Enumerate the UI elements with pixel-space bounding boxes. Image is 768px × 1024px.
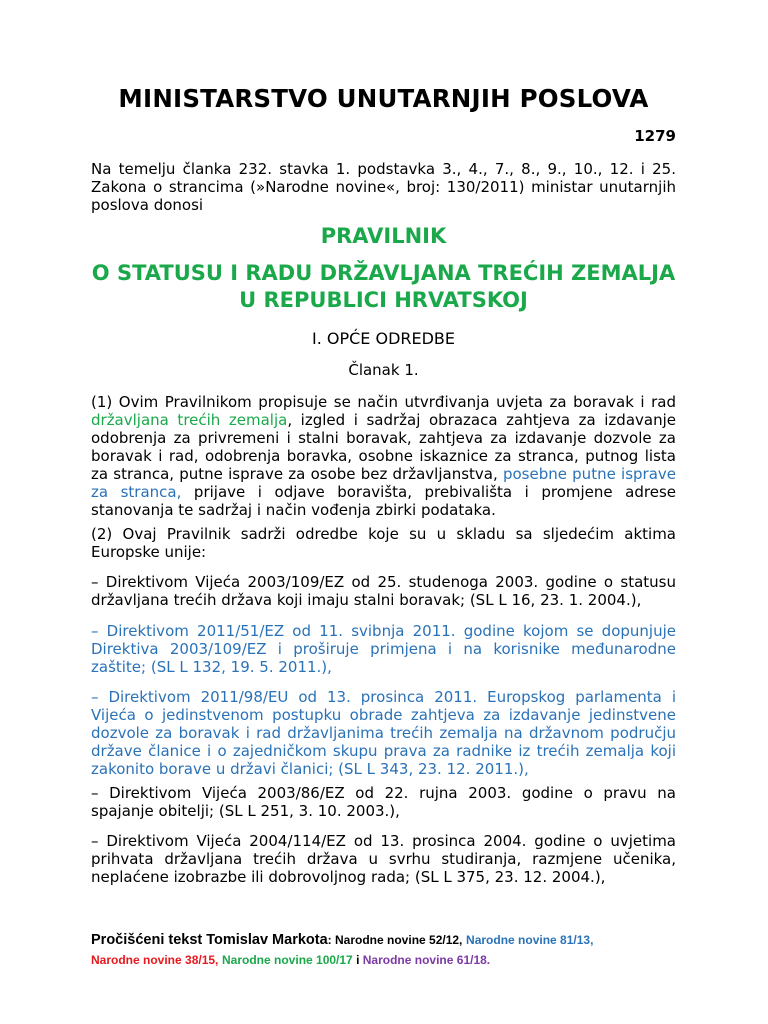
consolidated-text-footer bbox=[91, 930, 691, 970]
footer-colon: : bbox=[327, 933, 336, 947]
directive-item bbox=[91, 832, 676, 886]
footer-nn-52-12: Narodne novine 52/12, bbox=[335, 933, 463, 947]
footer-nn-38-15: Narodne novine 38/15, bbox=[91, 953, 219, 967]
directive-item bbox=[91, 688, 676, 778]
para1-part-c: , izgled i sadržaj obrazaca zahtjeva za izdavanje odobrenja za privremeni i stalni boravak, zahtjeva za izdavanje dozvole za boravak i rad, odobrenja boravka, osobne iskaznice za stranca, putnog lista za stranca, putne isprave za osobe bez državljanstva, bbox=[91, 411, 676, 483]
para1-highlight-green: državljana trećih zemalja bbox=[91, 411, 288, 429]
directive-item bbox=[91, 573, 676, 609]
footer-nn-81-13: Narodne novine 81/13, bbox=[466, 933, 594, 947]
para1-part-e: prijave i odjave boravišta, prebivališta i promjene adrese stanovanja te sadržaj i način vođenja zbirki podataka. bbox=[91, 483, 676, 519]
intro-text: Na temelju članka 232. stavka 1. podstavka 3., 4., 7., 8., 9., 10., 12. i 25. Zakona o strancima (»Narodne novine«, broj: 130/2011) ministar unutarnjih poslova donosi bbox=[91, 160, 676, 214]
para1-highlight-blue: posebne putne isprave za stranca, bbox=[91, 465, 676, 501]
footer-conjunction: i bbox=[352, 953, 363, 967]
intro-paragraph bbox=[91, 160, 676, 214]
directive-text: – Direktivom Vijeća 2004/114/EZ od 13. prosinca 2004. godine o uvjetima prihvata državljana trećih država u svrhu studiranja, razmjene učenika, neplaćene izobrazbe ili dobrovoljnog rada; (SL L 375, 23. 12. 2004.), bbox=[91, 832, 676, 886]
directive-item bbox=[91, 784, 676, 820]
directive-text: – Direktivom Vijeća 2003/109/EZ od 25. studenoga 2003. godine o statusu državljana trećih država koji imaju stalni boravak; (SL L 16, 23. 1. 2004.), bbox=[91, 573, 676, 609]
directive-text: – Direktivom Vijeća 2003/86/EZ od 22. rujna 2003. godine o pravu na spajanje obitelji; (SL L 251, 3. 10. 2003.), bbox=[91, 784, 676, 820]
article-paragraph-1 bbox=[91, 393, 676, 519]
para1-part-a: (1) Ovim Pravilnikom propisuje se način utvrđivanja uvjeta za boravak i rad bbox=[91, 393, 676, 411]
paragraph-1-text bbox=[91, 393, 676, 519]
paragraph-2-text: (2) Ovaj Pravilnik sadrži odredbe koje su u skladu sa sljedećim aktima Europske unije: bbox=[91, 525, 676, 561]
article-paragraph-2 bbox=[91, 525, 676, 561]
footer-lead: Pročišćeni tekst Tomislav Markota bbox=[91, 932, 328, 948]
footer-nn-61-18: Narodne novine 61/18. bbox=[362, 953, 491, 967]
ministry-title: MINISTARSTVO UNUTARNJIH POSLOVA bbox=[118, 84, 649, 113]
directive-text: – Direktivom 2011/51/EZ od 11. svibnja 2011. godine kojom se dopunjuje Direktiva 2003/109/EZ i proširuje primjena i na korisnike međunarodne zaštite; (SL L 132, 19. 5. 2011.), bbox=[91, 622, 676, 676]
document-number: 1279 bbox=[634, 127, 676, 145]
section-heading: I. OPĆE ODREDBE bbox=[311, 329, 456, 348]
document-subject-heading: O STATUSU I RADU DRŽAVLJANA TREĆIH ZEMALJA U REPUBLICI HRVATSKOJ bbox=[91, 261, 676, 312]
footer-nn-100-17: Narodne novine 100/17 bbox=[222, 953, 353, 967]
directive-text: – Direktivom 2011/98/EU od 13. prosinca 2011. Europskog parlamenta i Vijeća o jedinstvenom postupku obrade zahtjeva za izdavanje jedinstvene dozvole za boravak i rad državljanima trećih zemalja na državnom području države članice i o zajedničkom skupu prava za radnike iz trećih zemalja koji zakonito borave u državi članici; (SL L 343, 23. 12. 2011.), bbox=[91, 688, 676, 778]
document-type-heading: PRAVILNIK bbox=[320, 224, 447, 248]
article-heading: Članak 1. bbox=[348, 361, 419, 379]
directive-item bbox=[91, 622, 676, 676]
